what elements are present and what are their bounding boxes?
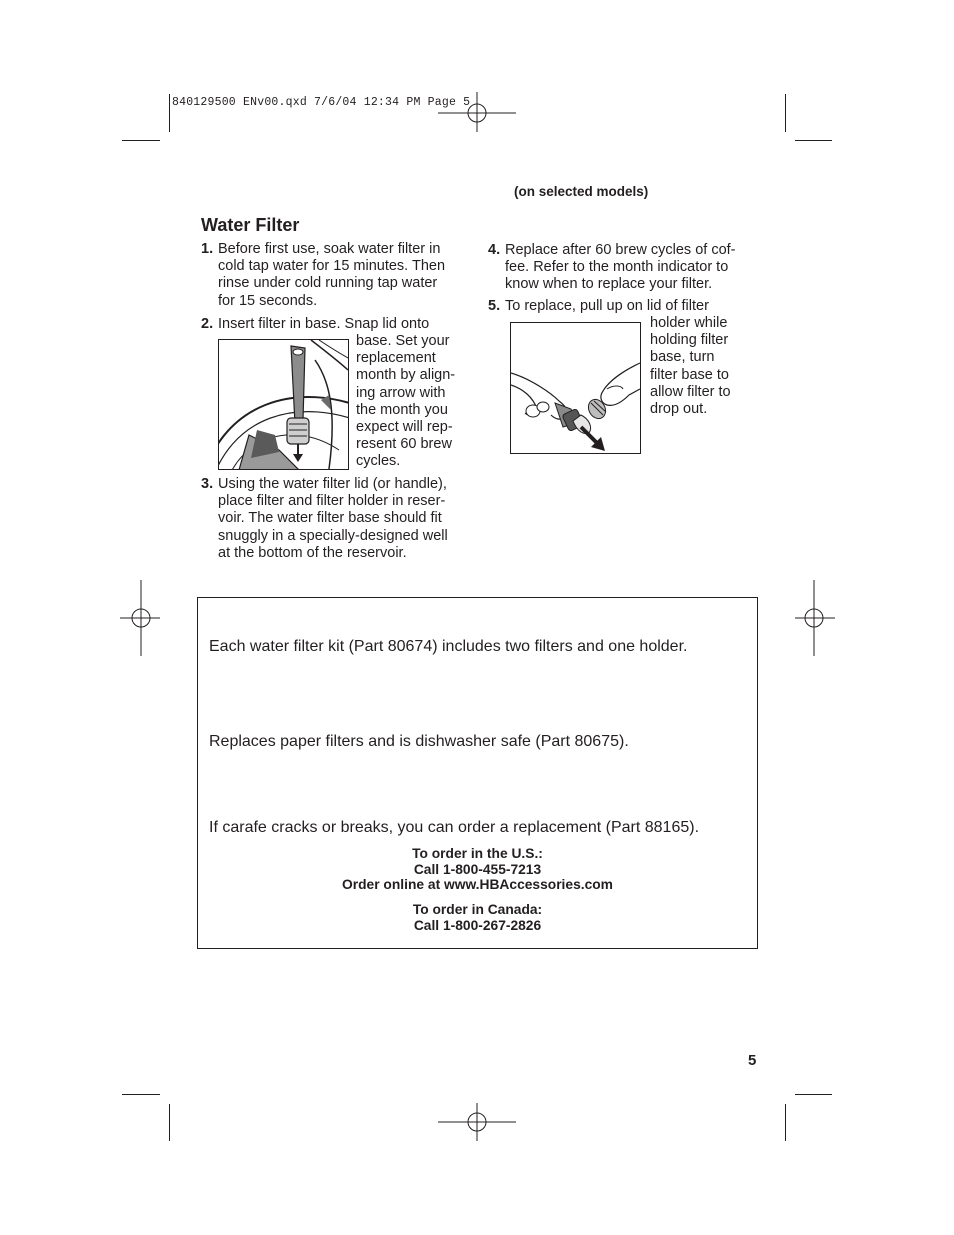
step-3 — [201, 476, 481, 566]
registration-mark-icon — [438, 92, 516, 132]
step-number: 2. — [201, 316, 214, 332]
step-4 — [488, 242, 768, 297]
us-order-heading: To order in the U.S.: — [412, 846, 543, 861]
us-order-phone: Call 1-800-455-7213 — [413, 861, 542, 877]
step-number: 4. — [488, 242, 501, 258]
step-number: 1. — [201, 241, 214, 257]
step-line: for 15 seconds. — [218, 292, 318, 309]
step-line: allow filter to — [650, 383, 731, 400]
step-line: base, turn — [650, 349, 715, 366]
step-5-wrap-text — [650, 315, 765, 418]
step-line: at the bottom of the reservoir. — [218, 544, 407, 561]
step-line: holding filter — [650, 332, 729, 349]
canada-order-info — [198, 902, 757, 933]
step-line: replacement — [356, 350, 436, 367]
step-number: 5. — [488, 298, 501, 314]
crop-mark — [795, 1094, 832, 1095]
page-number: 5 — [748, 1052, 757, 1069]
filter-removal-illustration — [510, 322, 641, 454]
step-line: place filter and filter holder in reser- — [218, 493, 446, 510]
section-title: Water Filter — [201, 215, 300, 235]
step-line: fee. Refer to the month indicator to — [505, 259, 729, 276]
accessories-box — [197, 597, 758, 949]
registration-mark-icon — [120, 580, 160, 656]
step-line: rinse under cold running tap water — [218, 275, 438, 292]
permanent-filter-text: Replaces paper filters and is dishwasher safe (Part 80675). — [209, 733, 629, 750]
canada-order-heading: To order in Canada: — [412, 902, 543, 917]
step-line: month by align- — [356, 367, 456, 384]
registration-mark-icon — [795, 580, 835, 656]
carafe-text: If carafe cracks or breaks, you can order a replacement (Part 88165). — [209, 819, 700, 836]
crop-mark — [795, 140, 832, 141]
step-line: base. Set your — [356, 333, 450, 349]
crop-mark — [785, 94, 786, 132]
crop-mark — [785, 1104, 786, 1141]
crop-mark — [169, 1104, 170, 1141]
step-line: To replace, pull up on lid of filter — [505, 298, 709, 314]
step-line: Insert filter in base. Snap lid onto — [218, 316, 430, 332]
step-line: cold tap water for 15 minutes. Then — [218, 258, 446, 275]
step-line: Using the water filter lid (or handle), — [218, 476, 447, 492]
step-line: filter base to — [650, 366, 729, 383]
step-line: expect will rep- — [356, 419, 453, 436]
step-2-wrap-text — [356, 333, 481, 471]
step-line: know when to replace your filter. — [505, 276, 713, 293]
step-line: drop out. — [650, 401, 708, 418]
crop-mark — [122, 140, 160, 141]
step-number: 3. — [201, 476, 214, 492]
step-line: snuggly in a specially-designed well — [218, 527, 448, 544]
crop-mark — [169, 94, 170, 132]
step-line: ing arrow with — [356, 384, 446, 401]
models-note: (on selected models) — [514, 184, 649, 199]
canada-order-phone: Call 1-800-267-2826 — [413, 917, 542, 933]
step-1 — [201, 241, 481, 311]
us-order-online: Order online at www.HBAccessories.com — [342, 877, 613, 892]
us-order-info — [198, 846, 757, 893]
step-line: Before first use, soak water filter in — [218, 241, 441, 257]
step-line: resent 60 brew — [356, 436, 452, 453]
registration-mark-icon — [438, 1103, 516, 1141]
step-line: voir. The water filter base should fit — [218, 510, 442, 527]
filter-insert-illustration — [218, 339, 349, 470]
step-line: cycles. — [356, 453, 401, 470]
step-line: Replace after 60 brew cycles of cof- — [505, 242, 736, 258]
step-line: holder while — [650, 315, 728, 331]
filter-kit-text: Each water filter kit (Part 80674) includes two filters and one holder. — [209, 638, 688, 655]
file-slug: 840129500 ENv00.qxd 7/6/04 12:34 PM Page 5 — [172, 96, 471, 109]
step-line: the month you — [356, 401, 448, 418]
crop-mark — [122, 1094, 160, 1095]
